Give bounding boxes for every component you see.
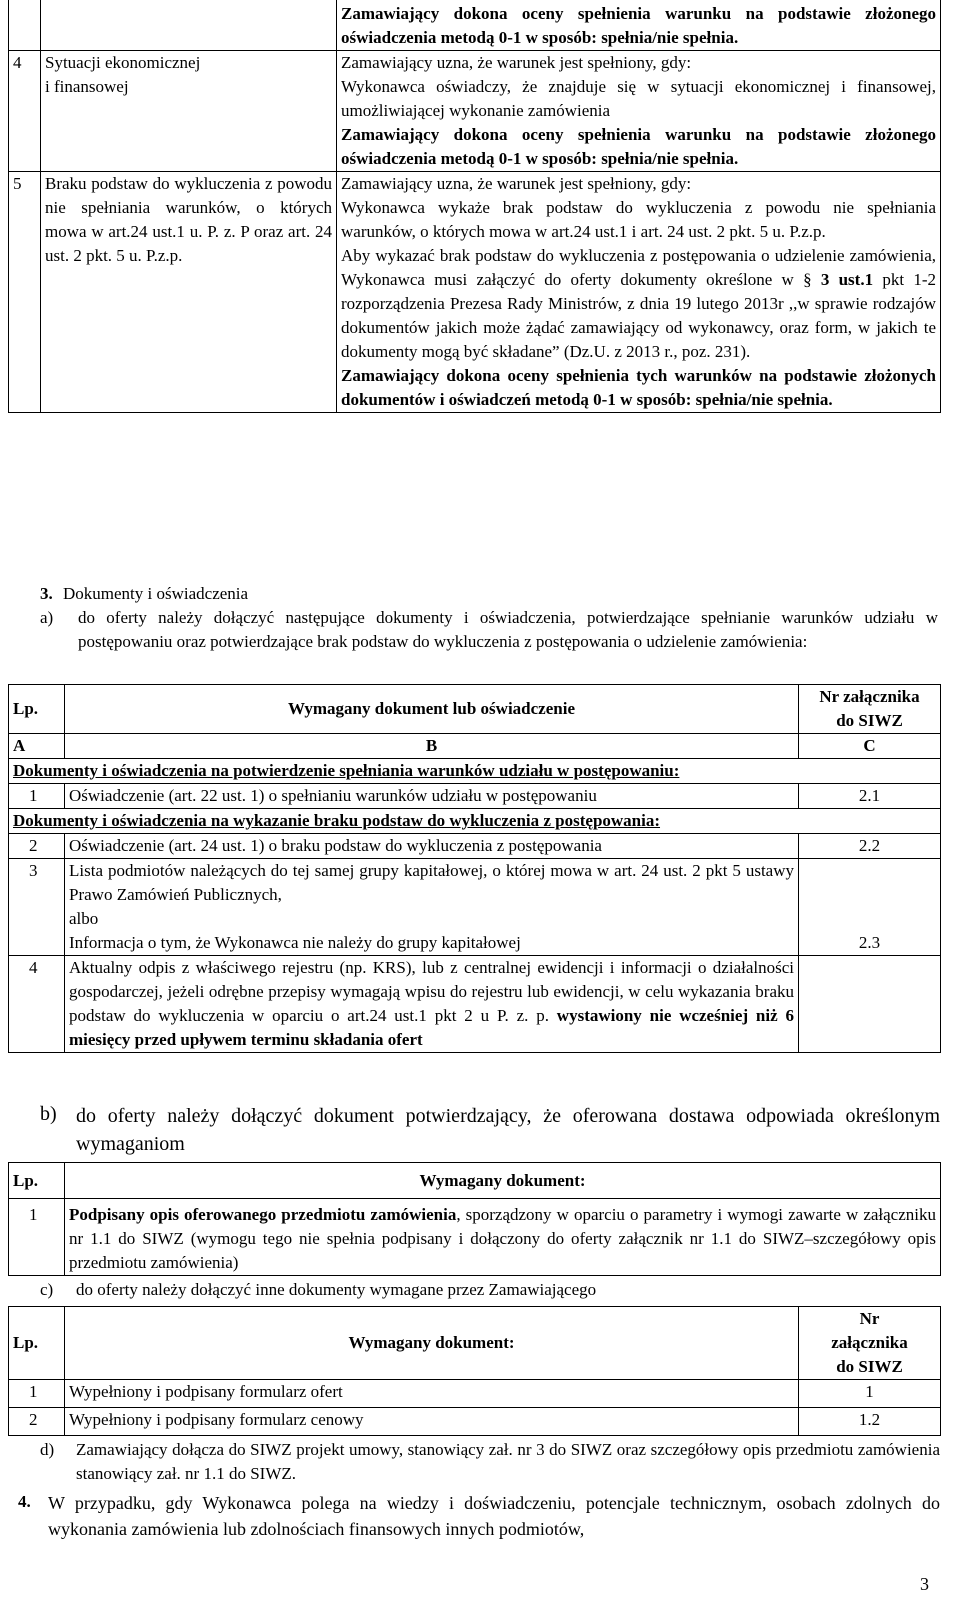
table-header — [9, 1163, 941, 1199]
col-header-lp: Lp. — [9, 1307, 65, 1380]
condition-assessment-end: spełnia. — [682, 28, 739, 47]
item-c-text: do oferty należy dołączyć inne dokumenty wymagane przez Zamawiającego — [76, 1280, 597, 1299]
other-documents-table — [8, 1306, 941, 1436]
col-header-document: Wymagany dokument lub oświadczenie — [65, 685, 799, 734]
item-b-text: do oferty należy dołączyć dokument potwierdzający, że oferowana dostawa odpowiada określonym wymaganiom — [76, 1105, 940, 1155]
row-attachment-nr: 1 — [799, 1380, 941, 1408]
condition-docs-text-rest: pkt 1-2 rozporządzenia Prezesa Rady Ministrów, z dnia 19 lutego 2013r ,,w sprawie rodzajów dokumentów jakich może żądać zamawiający od wykonawcy, oraz form, w jakich te dokumenty mogą być składane” (Dz.U. z 2013 r., poz. 231). — [341, 270, 936, 361]
row-document: Oświadczenie (art. 24 ust. 1) o braku podstaw do wykluczenia z postępowania — [65, 834, 799, 859]
section-sign-icon: § — [803, 270, 821, 289]
section-4-number: 4. — [18, 1492, 31, 1511]
item-c-label: c) — [40, 1280, 54, 1299]
row-document-alt: Informacja o tym, że Wykonawca nie należy do grupy kapitałowej — [69, 933, 521, 952]
section-title: Dokumenty i oświadczenia — [63, 584, 249, 603]
item-a-text: do oferty należy dołączyć następujące dokumenty i oświadczenia, potwierdzające spełnianie warunków udziału w postępowaniu oraz potwierdzające brak podstaw do wykluczenia z postępowania o udzielenie zamówienia: — [78, 608, 938, 651]
table-row — [9, 956, 941, 1053]
condition-requirement: Wykonawca oświadczy, że znajduje się w sytuacji ekonomicznej i finansowej, umożliwiającej wykonanie zamówienia — [341, 77, 936, 120]
item-a-label: a) — [40, 608, 54, 627]
condition-assessment-text: Zamawiający dokona oceny spełnienia warunku na podstawie złożonego oświadczenia metodą 0-1 w sposób: spełnia/nie — [341, 125, 936, 168]
col-header-lp: Lp. — [9, 1163, 65, 1199]
table-header — [9, 1307, 941, 1380]
row-attachment-nr: 2.2 — [799, 834, 941, 859]
table-row — [9, 1380, 941, 1408]
subsection-title: Dokumenty i oświadczenia na potwierdzenie spełniania warunków udziału w postępowaniu: — [9, 759, 941, 784]
col-letter-b: B — [65, 734, 799, 759]
row-document-or: albo — [69, 909, 99, 928]
condition-assessment-end: spełnia. — [682, 149, 739, 168]
condition-intro: Zamawiający uzna, że warunek jest spełniony, gdy: — [341, 174, 692, 193]
col-header-nr-line2: załącznika — [831, 1333, 908, 1352]
col-header-nr: Nr załącznika — [819, 687, 920, 706]
col-header-lp: Lp. — [9, 685, 65, 734]
row-attachment-nr: 1.2 — [799, 1408, 941, 1436]
row-number: 1 — [9, 784, 65, 809]
section-3-heading — [40, 582, 248, 606]
condition-docs-text: Aby wykazać brak podstaw do wykluczenia z postępowania o udzielenie zamówienia, Wykonawca musi załączyć do oferty dokumenty określone w — [341, 246, 936, 289]
row-document: Lista podmiotów należących do tej samej grupy kapitałowej, o której mowa w art. 24 ust. 2 pkt 5 ustawy Prawo Zamówień Publicznych, — [69, 861, 794, 904]
condition-intro: Zamawiający uzna, że warunek jest spełniony, gdy: — [341, 53, 692, 72]
table-row — [9, 1408, 941, 1436]
row-number: 1 — [9, 1199, 65, 1276]
column-letters-row — [9, 734, 941, 759]
col-header-document: Wymagany dokument: — [65, 1307, 799, 1380]
row-document-emphasis: Podpisany opis oferowanego przedmiotu zamówienia — [69, 1205, 457, 1224]
required-documents-table — [8, 684, 941, 1053]
col-letter-c: C — [799, 734, 941, 759]
row-attachment-nr: 2.1 — [799, 784, 941, 809]
condition-docs-ref: 3 ust.1 — [820, 270, 874, 289]
row-document-emphasis: wystawiony nie wcześniej niż 6 miesięcy przed upływem terminu składania ofert — [69, 1006, 794, 1049]
item-d-label: d) — [40, 1440, 55, 1459]
col-letter-a: A — [9, 734, 65, 759]
table-row — [9, 859, 941, 956]
table-row — [9, 834, 941, 859]
row-document: Aktualny odpis z właściwego rejestru (np. KRS), lub z centralnej ewidencji i informacji o działalności gospodarczej, jeżeli odrębne przepisy wymagają wpisu do rejestru lub ewidencji, w celu wykazania braku podstaw do wykluczenia w oparciu o art.24 ust.1 pkt 2 u P. z. p. — [69, 958, 794, 1025]
row-document: Wypełniony i podpisany formularz ofert — [65, 1380, 799, 1408]
col-header-nr-line3: do SIWZ — [836, 1357, 903, 1376]
col-header-document: Wymagany dokument: — [65, 1163, 941, 1199]
row-document: Oświadczenie (art. 22 ust. 1) o spełnianiu warunków udziału w postępowaniu — [65, 784, 799, 809]
row-number: 4 — [9, 956, 65, 1053]
conditions-row-continuation — [9, 0, 941, 51]
page-number: 3 — [920, 1574, 929, 1594]
conditions-row-4 — [9, 51, 941, 172]
col-header-nr: Nr — [859, 1309, 880, 1328]
col-header-nr-line2: do SIWZ — [836, 711, 903, 730]
condition-assessment-text: Zamawiający dokona oceny spełnienia warunku na podstawie złożonego oświadczenia metodą 0-1 w sposób: spełnia/nie — [341, 4, 936, 47]
subsection-row — [9, 809, 941, 834]
condition-name-line1: Sytuacji ekonomicznej — [45, 53, 201, 72]
section-number: 3. — [40, 584, 53, 603]
conditions-row-5 — [9, 172, 941, 413]
row-number: 1 — [9, 1380, 65, 1408]
condition-name-line2: i finansowej — [45, 77, 129, 96]
row-document: , sporządzony w oparciu o parametry i wymogi zawarte w załączniku nr 1.1 do SIWZ (wymogu tego nie spełnia podpisany i dołączony do oferty załącznik nr 1.1 do SIWZ–szczegółowy opis przedmiotu zamówienia) — [69, 1205, 937, 1272]
table-row — [9, 784, 941, 809]
conformity-documents-table — [8, 1162, 941, 1276]
row-number: 2 — [9, 1408, 65, 1436]
table-header — [9, 685, 941, 734]
row-number: 4 — [9, 51, 41, 172]
section-4-text: W przypadku, gdy Wykonawca polega na wiedzy i doświadczeniu, potencjale technicznym, osobach zdolnych do wykonania zamówienia lub zdolnościach finansowych innych podmiotów, — [48, 1493, 940, 1539]
conditions-table — [8, 0, 941, 413]
condition-name: Braku podstaw do wykluczenia z powodu nie spełniania warunków, o których mowa w art.24 ust.1 u. P. z. P oraz art. 24 ust. 2 pkt. 5 u. P.z.p. — [41, 172, 337, 413]
row-number: 5 — [9, 172, 41, 413]
row-number: 2 — [9, 834, 65, 859]
condition-assessment-text: Zamawiający dokona oceny spełnienia tych warunków na podstawie złożonych dokumentów i oświadczeń metodą 0-1 w sposób: spełnia/nie spełnia. — [341, 366, 936, 409]
item-b-label: b) — [40, 1103, 57, 1125]
table-row — [9, 1199, 941, 1276]
condition-requirement: Wykonawca wykaże brak podstaw do wykluczenia z powodu nie spełniania warunków, o których mowa w art.24 ust.1 i art. 24 ust. 2 pkt. 5 u. P.z.p. — [341, 198, 936, 241]
item-d-text: Zamawiający dołącza do SIWZ projekt umowy, stanowiący zał. nr 3 do SIWZ oraz szczegółowy opis przedmiotu zamówienia stanowiący zał. nr 1.1 do SIWZ. — [76, 1440, 940, 1483]
row-attachment-nr: 2.3 — [799, 859, 941, 956]
subsection-row — [9, 759, 941, 784]
row-number: 3 — [9, 859, 65, 956]
subsection-title: Dokumenty i oświadczenia na wykazanie braku podstaw do wykluczenia z postępowania: — [9, 809, 941, 834]
row-document: Wypełniony i podpisany formularz cenowy — [65, 1408, 799, 1436]
